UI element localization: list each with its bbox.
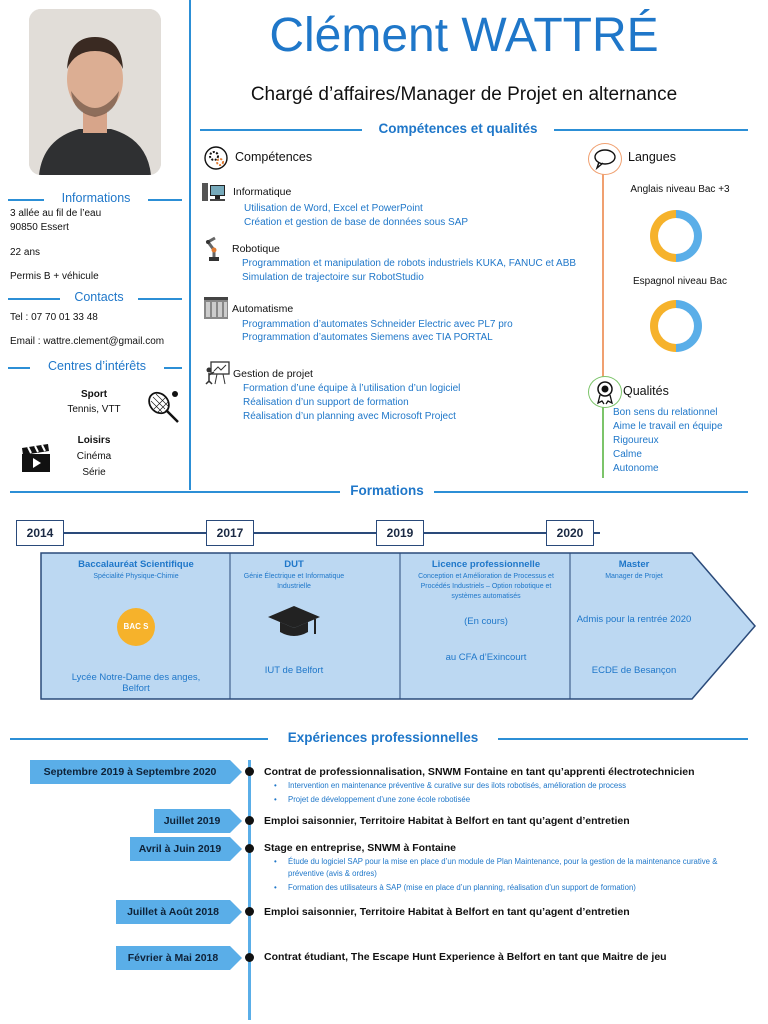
email[interactable]: Email : wattre.clement@gmail.com — [10, 336, 165, 347]
qualites-title: Qualités — [623, 384, 669, 398]
formations-title: Formations — [340, 483, 434, 498]
langues-title: Langues — [628, 150, 676, 164]
address-line1: 3 allée au fil de l’eau — [10, 208, 102, 219]
sport-value: Tennis, VTT — [67, 404, 121, 415]
age: 22 ans — [10, 247, 41, 258]
timeline-dot — [245, 816, 254, 825]
timeline-dot — [245, 953, 254, 962]
gestion-item: Réalisation d’un support de formation — [243, 397, 409, 408]
formation-title: Licence professionnelle — [431, 559, 541, 570]
qualite-item: Rigoureux — [613, 435, 659, 446]
qualite-item: Bon sens du relationnel — [613, 407, 718, 418]
espagnol-level-donut — [650, 300, 702, 352]
loisirs-value-cinema: Cinéma — [76, 451, 112, 462]
formation-status: Admis pour la rentrée 2020 — [576, 614, 692, 625]
experience-bullet: • Projet de développement d’une zone école robotisée — [288, 794, 736, 806]
phone: Tel : 07 70 01 33 48 — [10, 312, 98, 323]
langues-line — [602, 170, 604, 380]
year-2020: 2020 — [546, 520, 594, 546]
formation-bac — [44, 552, 228, 698]
experience-date: Juillet 2019 — [154, 809, 230, 833]
permis: Permis B + véhicule — [10, 271, 99, 282]
experience-title: Contrat de professionnalisation, SNWM Fontaine en tant qu’apprenti électrotechnicien — [264, 766, 695, 778]
informatique-item: Utilisation de Word, Excel et PowerPoint — [244, 203, 423, 214]
loisirs-label: Loisirs — [77, 435, 111, 446]
informations-title: Informations — [44, 191, 148, 205]
robotique-label: Robotique — [232, 243, 280, 255]
sport-label: Sport — [80, 389, 108, 400]
gestion-item: Réalisation d’un planning avec Microsoft Project — [243, 411, 456, 422]
espagnol-label: Espagnol niveau Bac — [633, 276, 727, 287]
formation-title: Baccalauréat Scientifique — [78, 559, 194, 570]
year-2019: 2019 — [376, 520, 424, 546]
timeline-dot — [245, 844, 254, 853]
formation-title: Master — [618, 559, 650, 570]
informatique-item: Création et gestion de base de données sous SAP — [244, 217, 469, 228]
presentation-icon — [205, 361, 231, 390]
formation-subtitle: Conception et Amélioration de Processus et Procédés Industriels – Option robotique et systèmes automatisés — [418, 573, 554, 600]
experiences-timeline — [248, 760, 251, 1020]
gestion-item: Formation d’une équipe à l’utilisation d’un logiciel — [243, 383, 461, 394]
experience-date: Juillet à Août 2018 — [116, 900, 230, 924]
formation-place: Lycée Notre-Dame des anges, Belfort — [71, 672, 201, 694]
experience-date: Septembre 2019 à Septembre 2020 — [30, 760, 230, 784]
graduation-cap-icon — [232, 604, 356, 647]
gears-icon — [204, 146, 230, 175]
bac-badge-text: BAC S — [123, 622, 149, 631]
automatisme-item: Programmation d’automates Schneider Electric avec PL7 pro — [242, 319, 513, 330]
experience-bullet: • Formation des utilisateurs à SAP (mise en place d’un planning, réalisation d’un support de formation) — [288, 882, 736, 894]
page-title: Clément WATTRÉ — [269, 9, 659, 62]
automatisme-label: Automatisme — [232, 303, 294, 315]
address-line2: 90850 Essert — [10, 222, 69, 233]
year-2017: 2017 — [206, 520, 254, 546]
formations-timeline-line — [40, 532, 600, 534]
experience-title: Emploi saisonnier, Territoire Habitat à Belfort en tant qu’agent d’entretien — [264, 815, 630, 827]
timeline-dot — [245, 907, 254, 916]
experience-date: Avril à Juin 2019 — [130, 837, 230, 861]
automatisme-item: Programmation d’automates Siemens avec TIA PORTAL — [242, 332, 493, 343]
formation-subtitle: Manager de Projet — [605, 573, 663, 580]
clapperboard-icon — [20, 444, 52, 479]
gestion-label: Gestion de projet — [233, 368, 313, 380]
robotique-item: Programmation et manipulation de robots industriels KUKA, FANUC et ABB — [242, 258, 577, 269]
computer-icon — [202, 181, 226, 208]
formation-dut — [232, 552, 356, 698]
formation-status: (En cours) — [464, 616, 508, 627]
medal-icon — [588, 376, 622, 408]
formation-place: ECDE de Besançon — [591, 665, 677, 676]
experience-title: Contrat étudiant, The Escape Hunt Experience à Belfort en tant que Maitre de jeu — [264, 951, 667, 963]
qualite-item: Autonome — [613, 463, 659, 474]
experience-title: Emploi saisonnier, Territoire Habitat à Belfort en tant qu’agent d’entretien — [264, 906, 630, 918]
qualite-item: Aime le travail en équipe — [613, 421, 723, 432]
contacts-title: Contacts — [60, 290, 138, 304]
year-2014: 2014 — [16, 520, 64, 546]
formation-title: DUT — [284, 559, 304, 570]
formation-licence — [402, 552, 570, 698]
experiences-title: Expériences professionnelles — [268, 730, 498, 745]
competences-title: Compétences — [235, 150, 313, 164]
profile-photo — [29, 9, 161, 175]
anglais-level-donut — [650, 210, 702, 262]
experience-bullet: • Intervention en maintenance préventive & curative sur des ilots robotisés, amélioration de process — [288, 780, 736, 792]
informatique-label: Informatique — [233, 186, 292, 198]
sidebar-divider — [189, 0, 191, 490]
interests-title: Centres d’intérêts — [30, 359, 164, 373]
formation-subtitle: Génie Électrique et Informatique Industrielle — [243, 573, 345, 590]
tennis-icon — [146, 389, 182, 430]
speech-bubble-icon — [588, 143, 622, 175]
loisirs-value-serie: Série — [82, 467, 106, 478]
qualite-item: Calme — [613, 449, 642, 460]
robotique-item: Simulation de trajectoire sur RobotStudio — [242, 272, 424, 283]
experience-bullet: • Étude du logiciel SAP pour la mise en place d’un module de Plan Maintenance, pour la gestion de la maintenance curative & préventive (avis & ordres) — [288, 856, 736, 880]
page-subtitle: Chargé d’affaires/Manager de Projet en alternance — [250, 84, 678, 105]
formation-master — [572, 552, 696, 698]
bac-badge — [117, 608, 155, 646]
experience-date: Février à Mai 2018 — [116, 946, 230, 970]
formation-place: au CFA d’Exincourt — [445, 652, 527, 663]
formation-subtitle: Spécialité Physique-Chimie — [93, 573, 179, 580]
competences-section-title: Compétences et qualités — [362, 121, 554, 136]
anglais-label: Anglais niveau Bac +3 — [630, 184, 730, 195]
experience-title: Stage en entreprise, SNWM à Fontaine — [264, 842, 456, 854]
plc-icon — [203, 297, 229, 326]
robot-arm-icon — [205, 236, 229, 267]
timeline-dot — [245, 767, 254, 776]
formation-place: IUT de Belfort — [264, 665, 324, 676]
